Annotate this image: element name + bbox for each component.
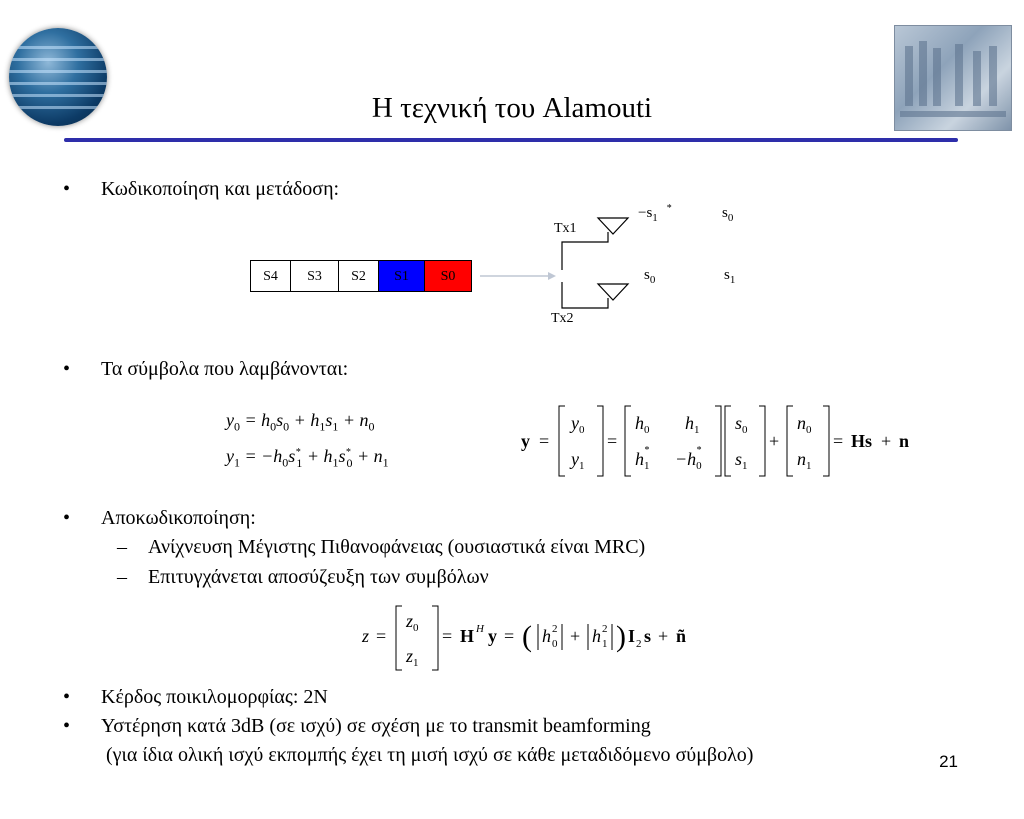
symbol-cell-s4: S4 [250, 260, 291, 292]
tx1-label: Tx1 [554, 221, 577, 236]
svg-text:−h*0: −h* 0 [675, 445, 702, 472]
svg-text:n: n [899, 431, 910, 451]
svg-text:s0: $s_0$ [735, 413, 748, 436]
svg-text:h: h [592, 626, 601, 646]
bullet-dot: • [63, 715, 71, 737]
svg-text:=: = [376, 626, 387, 646]
bullet-received: Τα σύμβολα που λαμβάνονται: [101, 358, 349, 380]
sub-dash: – [117, 566, 127, 588]
svg-text:0: 0 [552, 638, 558, 650]
sub-bullet-decoupling: Επιτυγχάνεται αποσύζευξη των συμβόλων [148, 566, 489, 588]
svg-text:n1: $n_1$ [797, 449, 812, 472]
svg-text:z1: $z_1$ [406, 646, 419, 669]
bullet-3db-loss: Υστέρηση κατά 3dB (σε ισχύ) σε σχέση με το transmit beamforming [101, 715, 651, 737]
svg-text:H: H [476, 623, 484, 635]
svg-text:+: + [769, 431, 780, 451]
equation-y0: $y_0 = h_0s_0 + h_1s_1 + n_0$ [226, 410, 375, 434]
svg-text:=: = [833, 431, 844, 451]
svg-text:y0: $y_0$ [571, 413, 585, 436]
symbol-cell-s2: S2 [338, 260, 379, 292]
symbol-cell-s3: S3 [290, 260, 339, 292]
bullet-diversity-gain: Κέρδος ποικιλομορφίας: 2N [101, 686, 328, 708]
antenna-diagram [470, 200, 730, 330]
tx1-slot1: $-s_1^*$ [638, 203, 672, 224]
slide-title: Η τεχνική του Alamouti [371, 92, 653, 124]
svg-text:I: I [628, 626, 636, 646]
svg-text:y1: $y_1$ [571, 449, 585, 472]
svg-text:+: + [658, 626, 669, 646]
svg-text:=: = [607, 431, 618, 451]
svg-text:1: 1 [602, 638, 608, 650]
svg-text:=: = [539, 431, 550, 451]
decoding-equation [358, 602, 698, 674]
svg-text:n0: $n_0$ [797, 413, 812, 436]
sub-dash: – [117, 536, 127, 558]
svg-text:2: 2 [552, 623, 558, 635]
svg-text:ñ: ñ [676, 626, 687, 646]
svg-text:h0: $h_0$ [635, 413, 650, 436]
bullet-dot: • [63, 686, 71, 708]
svg-text:y: y [488, 626, 497, 646]
title-rule [64, 138, 958, 142]
symbol-cell-s0: S0 [424, 260, 472, 292]
svg-text:z0: $z_0$ [406, 611, 419, 634]
svg-text:=: = [504, 626, 515, 646]
svg-text:s: s [644, 626, 652, 646]
svg-text:+: + [881, 431, 892, 451]
svg-text:=: = [442, 626, 453, 646]
svg-text:2: 2 [602, 623, 608, 635]
equation-y1: $y_1 = -h_0s^*_1 + h_1s^*_0 + n_1$ [226, 446, 389, 470]
svg-text:z: z [362, 626, 370, 646]
tx2-label: Tx2 [551, 311, 574, 326]
sub-bullet-ml: Ανίχνευση Μέγιστης Πιθανοφάνειας (ουσιαστικά είναι MRC) [148, 536, 646, 558]
tx2-slot2: $s_1$ [724, 267, 736, 286]
tx2-slot1: $s_0$ [644, 267, 656, 286]
svg-text:h*1: h* 1 [635, 445, 650, 472]
svg-text:s1: $s_1$ [735, 449, 748, 472]
page-number: 21 [939, 752, 958, 771]
svg-text:h: h [542, 626, 551, 646]
bullet-dot: • [63, 507, 71, 529]
svg-text:h1: $h_1$ [685, 413, 700, 436]
svg-text:y: y [521, 431, 530, 451]
matrix-equation [515, 402, 925, 480]
bullet-note: (για ίδια ολική ισχύ εκπομπής έχει τη μισή ισχύ σε κάθε μεταδιδόμενο σύμβολο) [106, 744, 754, 766]
svg-text:2: 2 [636, 638, 642, 650]
bullet-decoding: Αποκωδικοποίηση: [101, 507, 256, 529]
svg-text:(: ( [522, 620, 532, 653]
bullet-encoding: Κωδικοποίηση και μετάδοση: [101, 178, 340, 200]
svg-text:Hs: Hs [851, 431, 873, 451]
tx1-slot2: $s_0$ [722, 205, 734, 224]
svg-text:): ) [616, 620, 626, 653]
bullet-dot: • [63, 178, 71, 200]
svg-text:H: H [460, 626, 475, 646]
bullet-dot: • [63, 358, 71, 380]
symbol-cell-s1: S1 [378, 260, 425, 292]
svg-text:+: + [570, 626, 581, 646]
